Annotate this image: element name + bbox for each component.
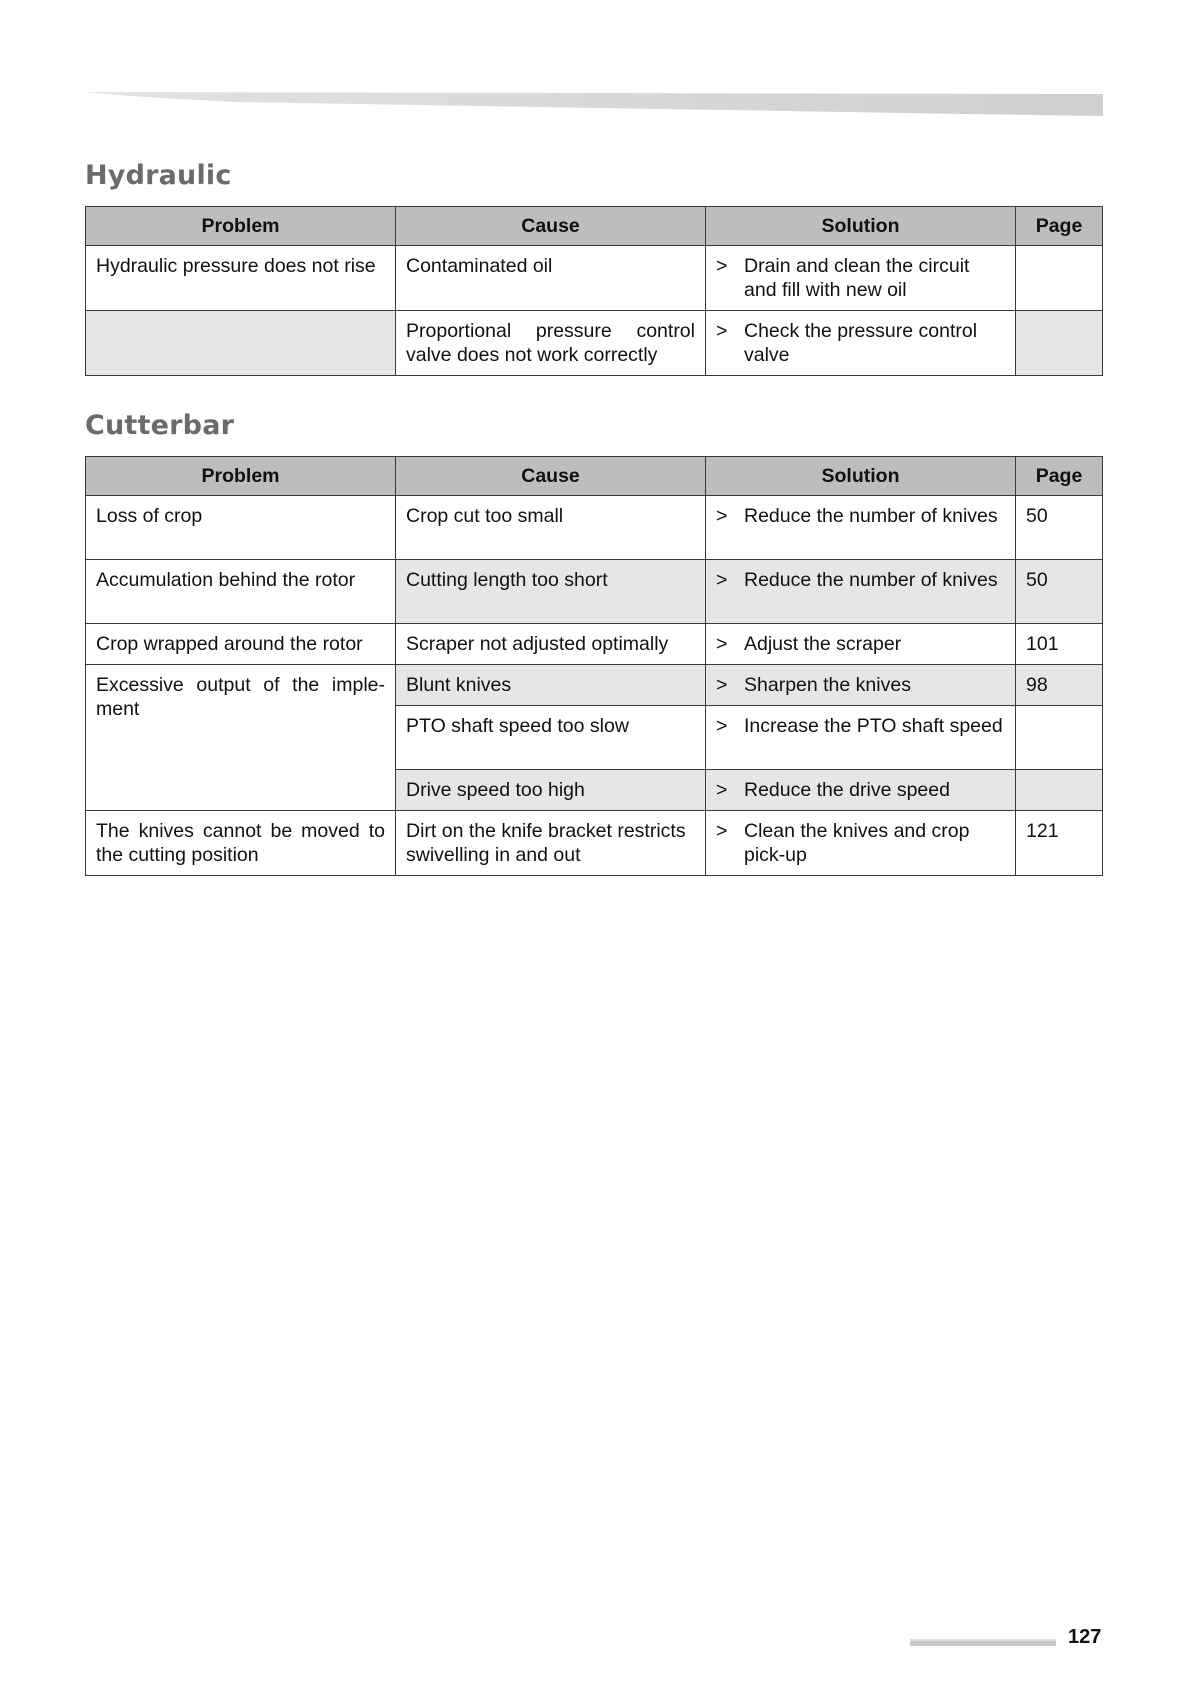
cause-cell: PTO shaft speed too slow <box>396 706 706 770</box>
table-row <box>86 624 1103 665</box>
cause-cell: Cutting length too short <box>396 560 706 624</box>
table-row <box>86 811 1103 876</box>
page-cell: 98 <box>1016 665 1103 706</box>
header-problem: Problem <box>86 207 396 246</box>
cause-cell: Scraper not adjusted optimally <box>396 624 706 665</box>
solution-marker: > <box>716 674 728 696</box>
solution-marker: > <box>716 255 728 277</box>
solution-text: Reduce the drive speed <box>744 779 950 801</box>
cutterbar-troubleshooting-table <box>85 456 1103 876</box>
problem-cell: Excessive output of the imple-ment <box>86 665 396 811</box>
problem-cell <box>86 311 396 376</box>
solution-marker: > <box>716 505 728 527</box>
solution-cell <box>706 811 1016 876</box>
cause-cell: Dirt on the knife bracket restricts swivelling in and out <box>396 811 706 876</box>
solution-text: Drain and clean the circuit and fill with new oil <box>744 255 970 301</box>
page-cell <box>1016 770 1103 811</box>
solution-cell <box>706 665 1016 706</box>
solution-cell <box>706 311 1016 376</box>
footer-decorative-bar <box>910 1634 1056 1643</box>
header-page: Page <box>1016 457 1103 496</box>
header-decorative-band <box>85 90 1103 116</box>
section-title-cutterbar: Cutterbar <box>85 410 235 441</box>
problem-cell: The knives cannot be moved to the cutting position <box>86 811 396 876</box>
page-cell: 101 <box>1016 624 1103 665</box>
solution-marker: > <box>716 320 728 342</box>
solution-text: Clean the knives and crop pick-up <box>744 820 970 866</box>
table-row <box>86 311 1103 376</box>
solution-cell <box>706 246 1016 311</box>
cause-cell: Crop cut too small <box>396 496 706 560</box>
table-row <box>86 665 1103 706</box>
solution-cell <box>706 496 1016 560</box>
header-solution: Solution <box>706 457 1016 496</box>
header-cause: Cause <box>396 457 706 496</box>
solution-marker: > <box>716 633 728 655</box>
table-row <box>86 246 1103 311</box>
problem-cell: Hydraulic pressure does not rise <box>86 246 396 311</box>
solution-marker: > <box>716 715 728 737</box>
solution-marker: > <box>716 779 728 801</box>
header-problem: Problem <box>86 457 396 496</box>
hydraulic-troubleshooting-table <box>85 206 1103 376</box>
solution-text: Adjust the scraper <box>744 633 902 655</box>
table-header-row <box>86 457 1103 496</box>
solution-text: Reduce the number of knives <box>744 505 998 527</box>
solution-cell <box>706 624 1016 665</box>
cause-cell: Contaminated oil <box>396 246 706 311</box>
table-row <box>86 560 1103 624</box>
problem-cell: Loss of crop <box>86 496 396 560</box>
solution-text: Check the pressure control valve <box>744 320 978 366</box>
page-cell: 121 <box>1016 811 1103 876</box>
solution-cell <box>706 560 1016 624</box>
page-cell <box>1016 246 1103 311</box>
cause-cell: Proportional pressure control valve does not work correctly <box>396 311 706 376</box>
solution-marker: > <box>716 569 728 591</box>
header-cause: Cause <box>396 207 706 246</box>
solution-cell <box>706 706 1016 770</box>
page-cell: 50 <box>1016 560 1103 624</box>
problem-cell: Crop wrapped around the rotor <box>86 624 396 665</box>
header-page: Page <box>1016 207 1103 246</box>
page-cell <box>1016 706 1103 770</box>
header-solution: Solution <box>706 207 1016 246</box>
cause-cell: Blunt knives <box>396 665 706 706</box>
page-number: 127 <box>1068 1626 1102 1648</box>
solution-text: Reduce the number of knives <box>744 569 998 591</box>
problem-cell: Accumulation behind the rotor <box>86 560 396 624</box>
solution-text: Sharpen the knives <box>744 674 911 696</box>
section-title-hydraulic: Hydraulic <box>85 160 232 191</box>
cause-cell: Drive speed too high <box>396 770 706 811</box>
solution-cell <box>706 770 1016 811</box>
table-row <box>86 496 1103 560</box>
page-cell: 50 <box>1016 496 1103 560</box>
solution-marker: > <box>716 820 728 842</box>
solution-text: Increase the PTO shaft speed <box>744 715 1003 737</box>
page-cell <box>1016 311 1103 376</box>
table-header-row <box>86 207 1103 246</box>
